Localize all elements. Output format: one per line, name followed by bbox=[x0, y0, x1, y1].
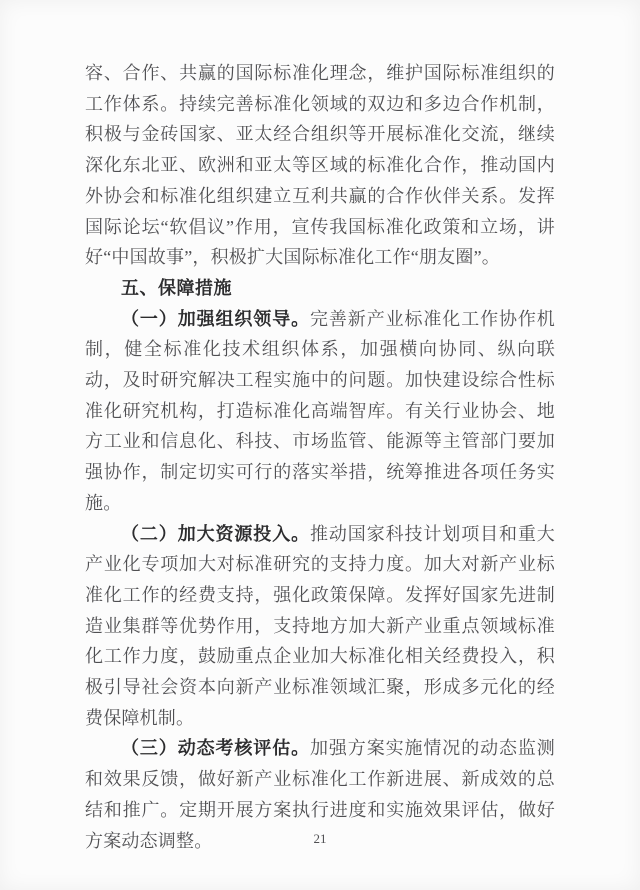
paragraph-body-2: 推动国家科技计划项目和重大产业化专项加大对标准研究的支持力度。加大对新产业标准化工作的经费支持，强化政策保障。发挥好国家先进制造业集群等优势作用，支持地方加大新产业重点领域标准化工作力度，鼓励重点企业加大标准化相关经费投入，积极引导社会资本向新产业标准领域汇聚，形成多元化的经费保障机制。 bbox=[85, 523, 555, 728]
paragraph-body-3: 加强方案实施情况的动态监测和效果反馈，做好新产业标准化工作新进展、新成效的总结和推广。定期开展方案执行进度和实施效果评估，做好方案动态调整。 bbox=[85, 738, 555, 851]
page-number: 21 bbox=[313, 831, 327, 846]
paragraph-lead-3: （三）动态考核评估。 bbox=[121, 738, 310, 759]
paragraph-strengthen-leadership bbox=[85, 304, 555, 519]
paragraph-lead-2: （二）加大资源投入。 bbox=[121, 523, 310, 544]
document-body bbox=[85, 58, 555, 856]
paragraph-lead-1: （一）加强组织领导。 bbox=[121, 308, 310, 329]
section-heading-safeguard-measures: 五、保障措施 bbox=[121, 277, 232, 298]
paragraph-increase-resources bbox=[85, 519, 555, 734]
paragraph-body-1: 完善新产业标准化工作协作机制，健全标准化技术组织体系，加强横向协同、纵向联动，及时研究解决工程实施中的问题。加快建设综合性标准化研究机构，打造标准化高端智库。有关行业协会、地方工业和信息化、科技、市场监管、能源等主管部门要加强协作，制定切实可行的落实举措，统筹推进各项任务实施。 bbox=[85, 308, 555, 513]
paragraph-continuation: 容、合作、共赢的国际标准化理念，维护国际标准组织的工作体系。持续完善标准化领域的双边和多边合作机制，积极与金砖国家、亚太经合组织等开展标准化交流，继续深化东北亚、欧洲和亚太等区域的标准化合作，推动国内外协会和标准化组织建立互利共赢的合作伙伴关系。发挥国际论坛“软倡议”作用，宣传我国标准化政策和立场，讲好“中国故事”，积极扩大国际标准化工作“朋友圈”。 bbox=[85, 63, 555, 268]
